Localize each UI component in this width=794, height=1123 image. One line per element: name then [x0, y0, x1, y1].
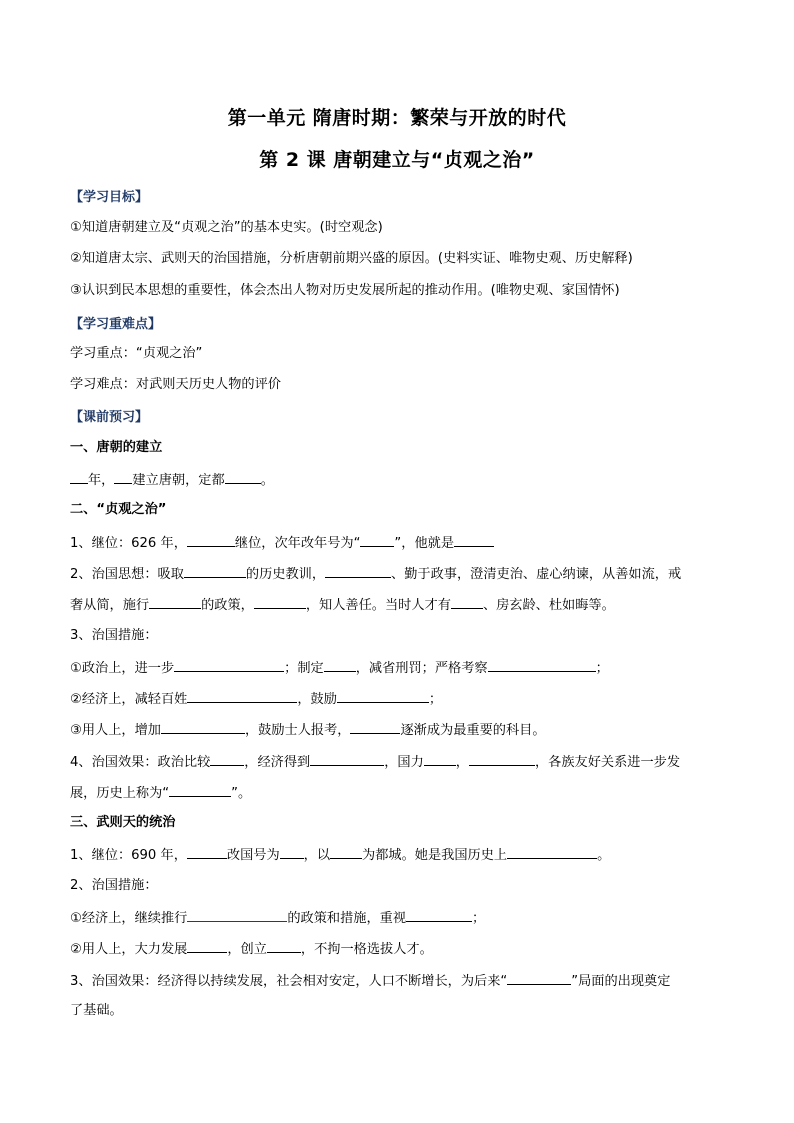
s3-line-5: 3、治国效果：经济得以持续发展，社会相对安定，人口不断增长，为后来“ ”局面的出现奠定 [70, 971, 724, 991]
blank-field[interactable] [451, 595, 483, 609]
blank-field[interactable] [149, 595, 201, 609]
s3-line-4: ②用人上，大力发展 ，创立 ，不拘一格选拔人才。 [70, 939, 433, 959]
s3-line-1: 1、继位：690 年， 改国号为 ，以 为都城。她是我国历史上 。 [70, 845, 610, 865]
blank-field[interactable] [406, 908, 472, 922]
blank-field[interactable] [184, 564, 246, 578]
blank-field[interactable] [174, 658, 284, 672]
s2-line-5: ①政治上，进一步 ；制定 ，减省刑罚；严格考察 ； [70, 658, 609, 678]
blank-field[interactable] [267, 939, 301, 953]
blank-field[interactable] [454, 533, 494, 547]
blank-field[interactable] [187, 908, 287, 922]
blank-field[interactable] [488, 658, 596, 672]
s2-line-6: ②经济上，减轻百姓 ，鼓励 ； [70, 689, 442, 709]
section-3-title: 三、武则天的统治 [70, 815, 176, 830]
s3-line-6: 了基础。 [70, 1003, 123, 1018]
blank-field[interactable] [310, 752, 384, 766]
s2-line-2: 2、治国思想：吸取 的历史教训， 、勤于政事，澄清吏治、虚心纳谏，从善如流，戒 [70, 564, 724, 584]
blank-field[interactable] [187, 533, 235, 547]
blank-field[interactable] [187, 845, 227, 859]
blank-field[interactable] [424, 752, 456, 766]
unit-title: 第一单元 隋唐时期：繁荣与开放的时代 [227, 107, 567, 129]
blank-field[interactable] [324, 658, 356, 672]
blank-field[interactable] [225, 470, 261, 484]
objective-item-1: ①知道唐朝建立及“贞观之治”的基本史实。(时空观念) [70, 220, 383, 235]
s2-line-4: 3、治国措施： [70, 628, 158, 643]
lesson-title: 第 2 课 唐朝建立与“贞观之治” [259, 149, 535, 171]
blank-field[interactable] [70, 470, 88, 484]
blank-field[interactable] [254, 595, 306, 609]
s2-line-7: ③用人上，增加 ，鼓励士人报考， 逐渐成为最重要的科目。 [70, 720, 546, 740]
objective-item-3: ③认识到民本思想的重要性，体会杰出人物对历史发展所起的推动作用。(唯物史观、家国情怀) [70, 283, 620, 298]
s3-line-3: ①经济上，继续推行 的政策和措施，重视 ； [70, 908, 485, 928]
s2-line-8: 4、治国效果：政治比较 ，经济得到 ，国力 ， ，各族友好关系进一步发 [70, 752, 724, 772]
s1-line: 年， 建立唐朝，定都 。 [70, 470, 274, 490]
blank-field[interactable] [114, 470, 132, 484]
blank-field[interactable] [337, 689, 429, 703]
blank-field[interactable] [469, 752, 535, 766]
s2-line-9: 展，历史上称为“ ”。 [70, 783, 251, 803]
keypoints-heading: 【学习重难点】 [70, 317, 162, 332]
blank-field[interactable] [280, 845, 304, 859]
blank-field[interactable] [210, 752, 244, 766]
section-1-title: 一、唐朝的建立 [70, 440, 163, 455]
key-difficulty: 学习难点：对武则天历史人物的评价 [70, 377, 281, 392]
objectives-heading: 【学习目标】 [70, 190, 149, 205]
blank-field[interactable] [187, 939, 227, 953]
key-focus: 学习重点：“贞观之治” [70, 346, 203, 361]
blank-field[interactable] [330, 845, 362, 859]
blank-field[interactable] [507, 845, 597, 859]
blank-field[interactable] [350, 720, 400, 734]
s3-line-2: 2、治国措施： [70, 878, 158, 893]
blank-field[interactable] [325, 564, 391, 578]
objective-item-2: ②知道唐太宗、武则天的治国措施，分析唐朝前期兴盛的原因。(史料实证、唯物史观、历史解释) [70, 251, 633, 266]
s2-line-3: 奢从简，施行 的政策， ，知人善任。当时人才有 、房玄龄、杜如晦等。 [70, 595, 615, 615]
preview-heading: 【课前预习】 [70, 410, 149, 425]
s2-line-1: 1、继位：626 年， 继位，次年改年号为“ ”，他就是 [70, 533, 494, 553]
blank-field[interactable] [187, 689, 297, 703]
blank-field[interactable] [360, 533, 394, 547]
blank-field[interactable] [507, 971, 571, 985]
section-2-title: 二、“贞观之治” [70, 502, 167, 517]
blank-field[interactable] [161, 720, 245, 734]
blank-field[interactable] [169, 783, 231, 797]
